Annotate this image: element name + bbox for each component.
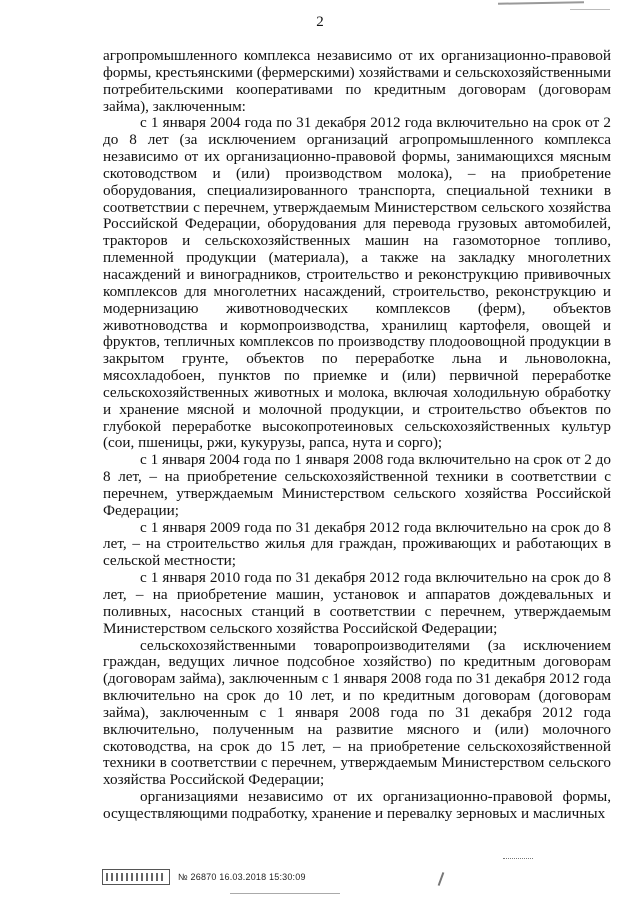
paragraph: сельскохозяйственными товаропроизводителями (за исключением граждан, ведущих личное подсобное хозяйство) по кредитным договорам (договорам займа), заключенным с 1 января 2008 года по 31 декабря 2012 года включительно на срок до 10 лет, и по кредитным договорам (договорам займа), заключенным с 1 января 2008 года по 31 декабря 2012 года включительно, полученным на развитие мясного и (или) молочного скотоводства, на срок до 15 лет, – на приобретение сельскохозяйственной техники в соответствии с перечнем, утверждаемым Министерством сельского хозяйства Российской Федерации; xyxy=(103,636,611,789)
page-number: 2 xyxy=(316,14,324,30)
government-seal-logo xyxy=(102,869,170,885)
paragraph: агропромышленного комплекса независимо от их организационно-правовой формы, крестьянскими (фермерскими) хозяйствами и сельскохозяйственными потребительскими кооперативами по кредитным договорам (договорам займа), заключенным: xyxy=(103,47,611,115)
paragraph: с 1 января 2010 года по 31 декабря 2012 года включительно на срок до 8 лет, – на приобретение машин, установок и аппаратов дождевальных и поливных, насосных станций в соответствии с перечнем, утверждаемым Министерством сельского хозяйства Российской Федерации; xyxy=(103,569,611,637)
paragraph: с 1 января 2009 года по 31 декабря 2012 года включительно на срок до 8 лет, – на строительство жилья для граждан, проживающих и работающих в сельской местности; xyxy=(103,518,611,570)
scan-artifact xyxy=(230,893,340,894)
scan-artifact xyxy=(503,858,533,865)
paragraph: с 1 января 2004 года по 1 января 2008 года включительно на срок от 2 до 8 лет, – на приобретение сельскохозяйственной техники в соответствии с перечнем, утверждаемым Министерством сельского хозяйства Российской Федерации; xyxy=(103,451,611,519)
scan-artifact xyxy=(438,872,445,886)
scan-artifact xyxy=(570,9,610,10)
document-body xyxy=(103,48,611,823)
scan-artifact xyxy=(498,1,584,5)
paragraph: организациями независимо от их организационно-правовой формы, осуществляющими подработку, хранение и перевалку зерновых и масличных xyxy=(103,788,611,822)
paragraph: с 1 января 2004 года по 31 декабря 2012 года включительно на срок от 2 до 8 лет (за исключением организаций агропромышленного комплекса независимо от их организационно-правовой формы, занимающихся мясным скотоводством и (или) производством молока), – на приобретение оборудования, специализированного транспорта, специальной техники в соответствии с перечнем, утверждаемым Министерством сельского хозяйства Российской Федерации, оборудования для перевода грузовых автомобилей, тракторов и сельскохозяйственных машин на газомоторное топливо, племенной продукции (материала), а также на закладку многолетних насаждений и виноградников, строительство и реконструкцию прививочных комплексов для многолетних насаждений, строительство, реконструкцию и модернизацию животноводческих комплексов (ферм), объектов животноводства и кормопроизводства, хранилищ картофеля, овощей и фруктов, тепличных комплексов по производству плодоовощной продукции в закрытом грунте, объектов по переработке льна и льноволокна, мясохладобоен, пунктов по приемке и (или) первичной переработке сельскохозяйственных животных и молока, включая холодильную обработку и хранение мясной и молочной продукции, и строительство объектов по глубокой переработке высокопротеиновых сельскохозяйственных культур (сои, пшеницы, ржи, кукурузы, рапса, нута и сорго); xyxy=(103,114,611,452)
page-footer xyxy=(102,869,306,885)
registration-stamp: № 26870 16.03.2018 15:30:09 xyxy=(178,872,306,882)
